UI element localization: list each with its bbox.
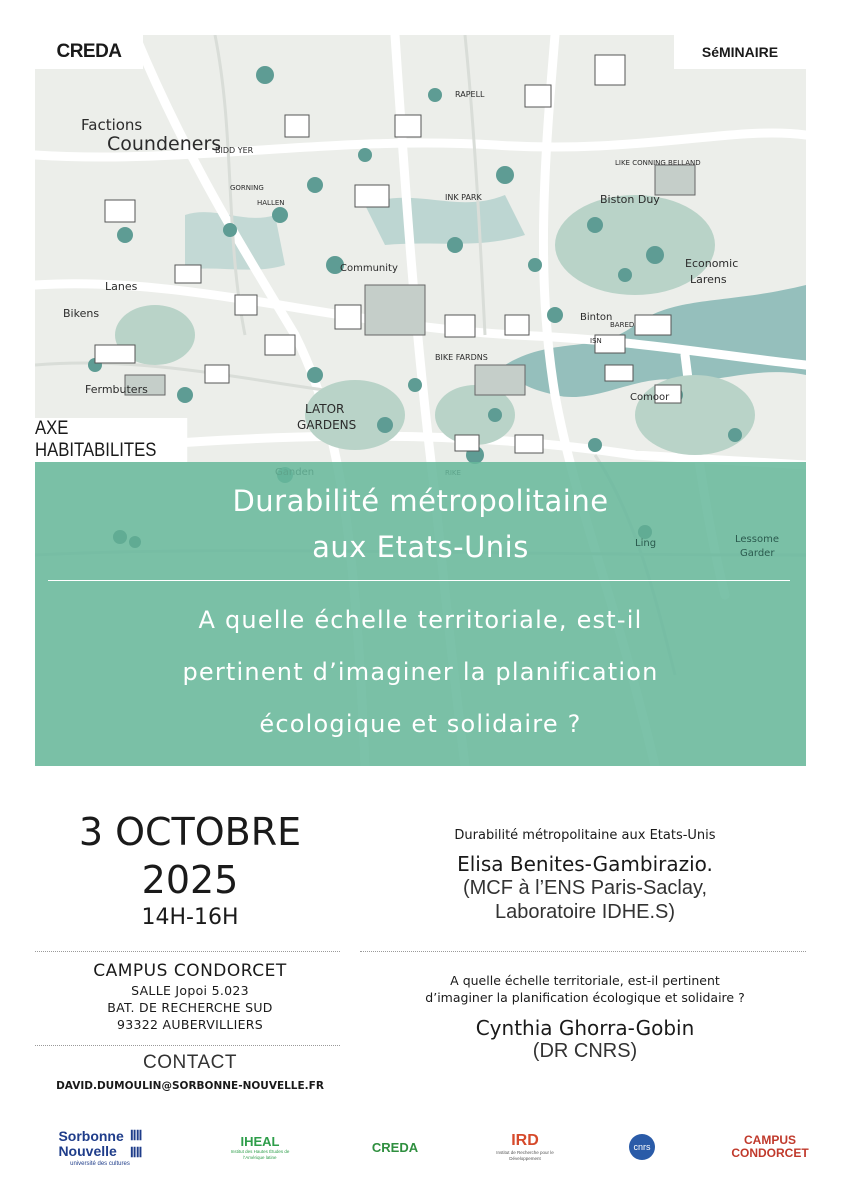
talk2-affiliation: (DR CNRS) <box>532 1040 638 1062</box>
map-label: BIKE FARDNS <box>435 353 488 362</box>
room: SALLE Jopoi 5.023 <box>131 983 249 998</box>
cnrs-name: cnrs <box>629 1134 655 1160</box>
map-label: Bikens <box>63 307 100 320</box>
map-label: RAPELL <box>455 90 485 99</box>
map-label: BIDD YER <box>215 146 254 155</box>
event-question <box>55 594 786 750</box>
map-label: Lanes <box>105 280 138 293</box>
map-label: Binton <box>580 312 613 323</box>
event-title-line: aux Etats-Unis <box>312 530 529 564</box>
campus-logo-line: CONDORCET <box>731 1146 809 1160</box>
affiliation-line: Laboratoire IDHE.S) <box>494 901 676 923</box>
creda-logo: CREDA <box>35 35 143 69</box>
map-label: Coundeners <box>107 133 222 155</box>
map-label: Larens <box>690 273 727 286</box>
sorbonne-line: Nouvelle <box>58 1143 117 1159</box>
map-label: LIKE CONNING BELLAND <box>615 159 701 167</box>
iheal-name: IHEAL <box>240 1133 280 1149</box>
event-location <box>40 960 340 1033</box>
map-label: GARDENS <box>297 418 357 432</box>
talk2-speaker: Cynthia Ghorra-Gobin <box>475 1016 695 1040</box>
axis-tag: AXE HABITABILITES <box>35 418 187 462</box>
contact-heading: CONTACT <box>143 1052 237 1073</box>
talk2-title-line: d’imaginer la planification écologique et solidaire ? <box>425 990 745 1005</box>
map-label: Fermbuters <box>85 383 148 396</box>
event-date <box>40 808 340 904</box>
map-label: BARED <box>610 321 635 329</box>
event-time: 14H-16H <box>141 905 239 930</box>
event-title <box>35 478 806 570</box>
contact-email-link[interactable]: DAVID.DUMOULIN@SORBONNE-NOUVELLE.FR <box>56 1080 324 1092</box>
date-year: 2025 <box>141 858 239 902</box>
map-label: Biston Duy <box>600 193 660 206</box>
iheal-logo <box>225 1125 295 1169</box>
map-label: Community <box>340 263 398 274</box>
sorbonne-tagline: université des cultures <box>70 1161 130 1167</box>
map-label: LATOR <box>305 402 345 416</box>
talk2-title <box>360 972 810 1006</box>
title-divider <box>48 580 790 581</box>
city: 93322 AUBERVILLIERS <box>117 1017 263 1032</box>
creda-name: CREDA <box>371 1139 419 1155</box>
seminar-tag: SéMINAIRE <box>674 35 806 69</box>
event-title-line: Durabilité métropolitaine <box>232 484 609 518</box>
date-day-month: 3 OCTOBRE <box>78 810 302 854</box>
building: BAT. DE RECHERCHE SUD <box>107 1000 273 1015</box>
cnrs-logo <box>622 1125 662 1169</box>
map-label: GORNING <box>230 184 264 192</box>
ird-tagline: Institut de Recherche pour le Développement <box>496 1150 554 1161</box>
event-question-line: pertinent d’imaginer la planification <box>182 658 659 686</box>
campus-logo-line: CAMPUS <box>743 1133 796 1147</box>
ird-name: IRD <box>511 1132 539 1149</box>
talk2-title-line: A quelle échelle territoriale, est-il pertinent <box>450 973 720 988</box>
divider <box>35 1045 340 1046</box>
map-label: Lessome <box>735 534 779 545</box>
sorbonne-mark-icon: ⅡⅡ ⅡⅡ <box>129 1127 142 1160</box>
map-label: ISN <box>590 337 602 345</box>
map-label: HALLEN <box>257 199 285 207</box>
ird-logo <box>495 1125 555 1169</box>
iheal-tagline: Institut des Hautes Études de l'Amérique latine <box>230 1148 290 1160</box>
divider <box>35 951 340 952</box>
campus-condorcet-logo <box>730 1125 810 1169</box>
sorbonne-line: Sorbonne <box>58 1128 124 1144</box>
map-label: Comoor <box>630 392 670 403</box>
map-label: Ling <box>635 538 657 549</box>
map-label: Economic <box>685 257 739 270</box>
map-label: Factions <box>81 116 143 134</box>
campus-name: CAMPUS CONDORCET <box>93 961 287 981</box>
map-label: INK PARK <box>445 193 482 202</box>
divider <box>360 951 806 952</box>
event-question-line: écologique et solidaire ? <box>259 710 582 738</box>
sorbonne-nouvelle-logo <box>40 1125 160 1169</box>
talk1-affiliation <box>360 876 810 924</box>
talk1-speaker: Elisa Benites-Gambirazio. <box>457 852 713 876</box>
map-label: Garder <box>740 548 775 559</box>
affiliation-line: (MCF à l’ENS Paris-Saclay, <box>462 877 708 899</box>
talk1-title: Durabilité métropolitaine aux Etats-Unis <box>454 828 716 843</box>
creda-partner-logo <box>362 1125 428 1169</box>
event-question-line: A quelle échelle territoriale, est-il <box>198 606 643 634</box>
